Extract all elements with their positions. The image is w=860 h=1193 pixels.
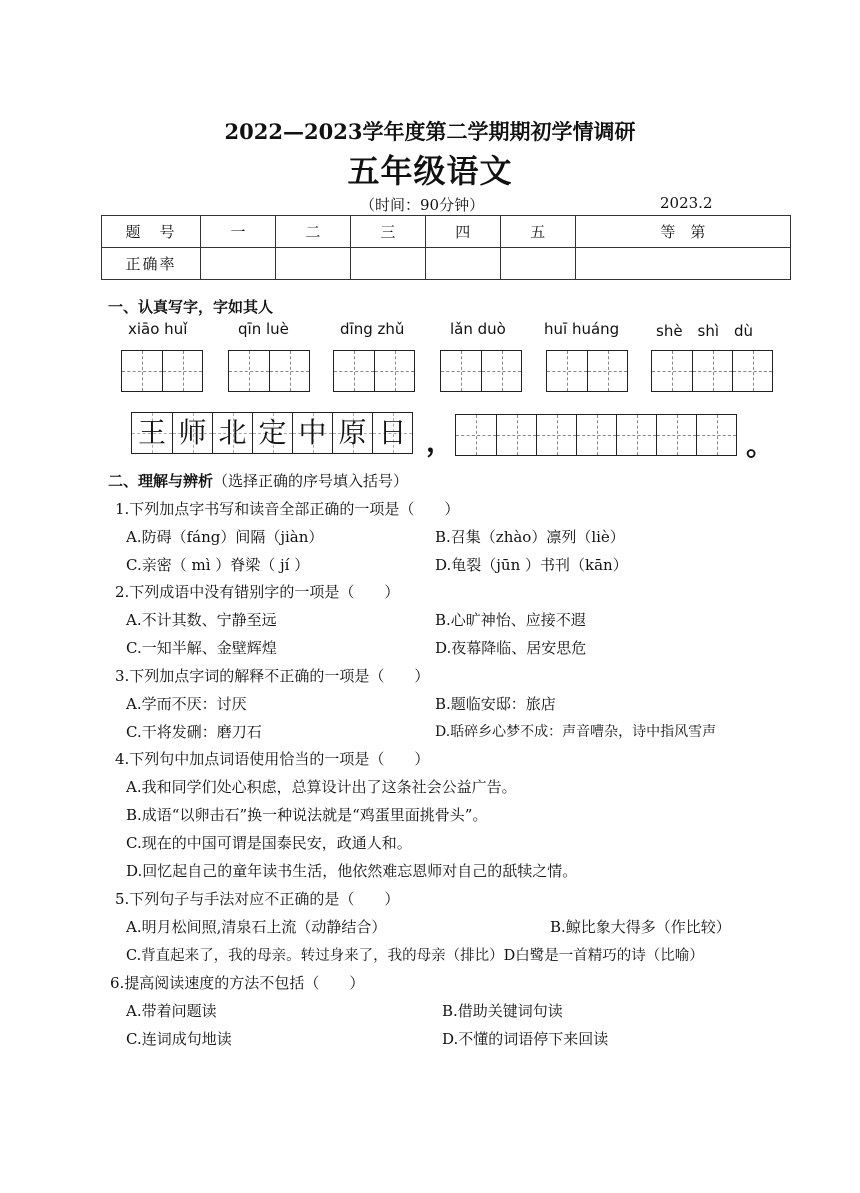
option: C.现在的中国可谓是国泰民安，政通人和。: [126, 834, 412, 852]
question-stem: 6.提高阅读速度的方法不包括（ ）: [110, 974, 365, 992]
writing-box-4[interactable]: [440, 350, 522, 392]
option: D.不懂的词语停下来回读: [442, 1030, 609, 1048]
question-stem: 2.下列成语中没有错别字的一项是（ ）: [115, 583, 400, 601]
pinyin-5: huī huáng: [544, 320, 620, 338]
score-entry-cell[interactable]: [425, 248, 500, 280]
poem-char: 王: [137, 416, 166, 449]
pinyin-4: lǎn duò: [450, 320, 506, 338]
option: C.一知半解、金壁辉煌: [126, 639, 277, 657]
option: D.夜幕降临、居安思危: [435, 639, 587, 657]
poem-char: 日: [378, 416, 407, 449]
poem-char: 师: [178, 416, 207, 449]
option: C.干将发硎：磨刀石: [126, 723, 262, 741]
option: D.聒碎乡心梦不成：声音嘈杂，诗中指风雪声: [435, 724, 717, 740]
option: D.回忆起自己的童年读书生活，他依然难忘恩师对自己的舐犊之情。: [126, 862, 578, 880]
question-stem: 3.下列加点字词的解释不正确的一项是（ ）: [115, 667, 430, 685]
score-entry-cell[interactable]: [575, 248, 790, 280]
score-header-cell: 四: [425, 216, 500, 248]
option: A.不计其数、宁静至远: [126, 611, 277, 629]
accuracy-label: 正确率: [102, 248, 201, 280]
score-entry-cell[interactable]: [500, 248, 575, 280]
option: B.召集（zhào）凛列（liè）: [435, 528, 625, 546]
writing-box-3[interactable]: [333, 350, 415, 392]
poem-char: 原: [338, 416, 367, 449]
exam-title: 2022—2023学年度第二学期期初学情调研: [224, 119, 636, 144]
score-header-cell: 题 号: [102, 216, 201, 248]
question-stem: 4.下列句中加点词语使用恰当的一项是（ ）: [115, 750, 430, 768]
poem-line-given: [131, 412, 413, 454]
pinyin-3: dīng zhǔ: [340, 320, 405, 338]
writing-box-6[interactable]: [651, 350, 773, 392]
score-entry-cell[interactable]: [201, 248, 276, 280]
pinyin-2: qīn luè: [238, 320, 289, 338]
section1-heading: 一、认真写字，字如其人: [108, 298, 274, 316]
poem-char: 定: [258, 416, 287, 449]
option: A.带着问题读: [126, 1002, 217, 1020]
subject-title: 五年级语文: [347, 152, 513, 190]
option: A.防碍（fáng）间隔（jiàn）: [126, 528, 324, 546]
poem-period: 。: [746, 429, 775, 462]
option: A.我和同学们处心积虑，总算设计出了这条社会公益广告。: [126, 778, 517, 796]
score-header-cell: 三: [350, 216, 425, 248]
option: D.龟裂（jūn ）书刊（kān）: [435, 556, 628, 574]
option: B.心旷神怡、应接不遐: [435, 611, 586, 629]
writing-box-2[interactable]: [228, 350, 310, 392]
question-stem: 1.下列加点字书写和读音全部正确的一项是（ ）: [115, 500, 460, 518]
section2-heading: [108, 470, 408, 491]
option: C.连词成句地读: [126, 1030, 232, 1048]
question-stem: 5.下列句子与手法对应不正确的是（ ）: [115, 890, 400, 908]
score-header-cell: 二: [275, 216, 350, 248]
option: B.鲸比象大得多（作比较）: [550, 918, 731, 936]
score-table-accuracy-row: [102, 248, 791, 280]
poem-comma: ，: [426, 425, 455, 458]
writing-box-5[interactable]: [546, 350, 628, 392]
option: C.背直起来了，我的母亲。转过身来了，我的母亲（排比）D白鹭是一首精巧的诗（比喻）: [126, 948, 704, 964]
score-entry-cell[interactable]: [275, 248, 350, 280]
option: C.亲密（ mì ）脊梁（ jí ）: [126, 556, 310, 574]
poem-char: 北: [218, 416, 247, 449]
exam-time: （时间：90分钟）: [360, 196, 485, 214]
score-header-cell: 等 第: [575, 216, 790, 248]
poem-char: 中: [298, 416, 327, 449]
score-entry-cell[interactable]: [350, 248, 425, 280]
score-table-header-row: [102, 216, 791, 248]
option: B.成语“以卵击石”换一种说法就是“鸡蛋里面挑骨头”。: [126, 806, 488, 824]
pinyin-1: xiāo huǐ: [128, 320, 188, 338]
score-header-cell: 五: [500, 216, 575, 248]
option: B.借助关键词句读: [442, 1002, 563, 1020]
pinyin-6: shè shì dù: [656, 322, 754, 340]
poem-line-blank[interactable]: [455, 414, 737, 456]
section2-note: （选择正确的序号填入括号）: [213, 472, 409, 490]
score-header-cell: 一: [201, 216, 276, 248]
score-table: [101, 215, 791, 280]
option: A.明月松间照,清泉石上流（动静结合）: [126, 918, 387, 936]
section2-title: 二、理解与辨析: [108, 472, 214, 490]
option: A.学而不厌：讨厌: [126, 695, 247, 713]
exam-date: 2023.2: [660, 194, 713, 212]
writing-box-1[interactable]: [121, 350, 203, 392]
option: B.题临安邸：旅店: [435, 695, 556, 713]
